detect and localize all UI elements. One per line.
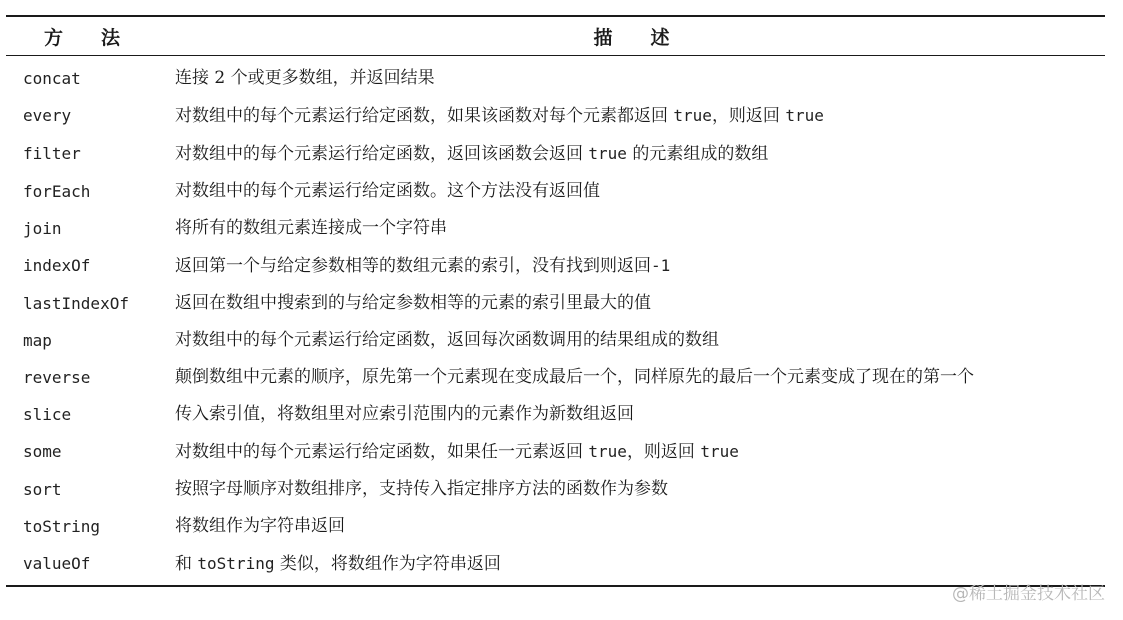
method-name-cell: sort — [23, 480, 62, 499]
method-name-cell: concat — [23, 69, 81, 88]
description-text: 和 — [175, 554, 198, 574]
description-text: 对数组中的每个元素运行给定函数。这个方法没有返回值 — [175, 181, 600, 201]
inline-code: true — [588, 442, 627, 461]
table-header — [6, 16, 1105, 56]
method-description-cell — [158, 508, 1105, 545]
method-description-cell — [158, 247, 1105, 285]
method-name-cell: lastIndexOf — [23, 294, 129, 313]
inline-code: true — [673, 106, 712, 125]
method-name-cell: indexOf — [23, 256, 91, 275]
method-description-cell — [158, 97, 1105, 135]
method-name-cell: map — [23, 331, 52, 350]
method-description-cell — [158, 210, 1105, 247]
table-body — [6, 56, 1105, 587]
method-description-cell — [158, 471, 1105, 508]
description-text: 对数组中的每个元素运行给定函数，返回每次函数调用的结果组成的数组 — [175, 330, 719, 350]
array-methods-table — [6, 15, 1105, 587]
description-text: 颠倒数组中元素的顺序，原先第一个元素现在变成最后一个，同样原先的最后一个元素变成了现在的第一个 — [175, 367, 974, 387]
method-name-cell: every — [23, 106, 72, 125]
method-name-cell: filter — [23, 144, 81, 163]
method-name-cell: slice — [23, 405, 72, 424]
header-row — [6, 16, 1105, 56]
method-description-cell — [158, 433, 1105, 471]
description-text: ，则返回 — [711, 106, 786, 126]
table-row — [6, 322, 1105, 359]
description-text: 传入索引值，将数组里对应索引范围内的元素作为新数组返回 — [175, 404, 634, 424]
method-description-cell — [158, 135, 1105, 173]
table-row — [6, 247, 1105, 285]
watermark-text: @稀土掘金技术社区 — [952, 584, 1105, 604]
table-row — [6, 285, 1105, 322]
inline-code: toString — [197, 554, 275, 573]
description-column-header — [158, 16, 1105, 56]
method-header-char-1: 方 — [43, 26, 63, 49]
description-header-char-2: 述 — [650, 26, 670, 49]
table-row — [6, 359, 1105, 396]
method-description-cell — [158, 396, 1105, 433]
array-methods-table-container — [6, 15, 1105, 587]
table-row — [6, 56, 1105, 98]
table-row — [6, 471, 1105, 508]
description-text: 返回第一个与给定参数相等的数组元素的索引，没有找到则返回 — [175, 256, 651, 276]
inline-code: true — [700, 442, 739, 461]
description-text: ，则返回 — [626, 442, 701, 462]
method-column-header — [6, 16, 158, 56]
method-description-cell — [158, 322, 1105, 359]
table-row — [6, 433, 1105, 471]
table-row — [6, 545, 1105, 586]
description-text: 连接 2 个或更多数组，并返回结果 — [175, 68, 435, 88]
method-description-cell — [158, 285, 1105, 322]
description-text: 对数组中的每个元素运行给定函数，返回该函数会返回 — [175, 144, 589, 164]
description-text: 将数组作为字符串返回 — [175, 516, 345, 536]
description-text: 按照字母顺序对数组排序，支持传入指定排序方法的函数作为参数 — [175, 479, 668, 499]
method-description-cell — [158, 173, 1105, 210]
description-text: 类似，将数组作为字符串返回 — [274, 554, 501, 574]
method-name-cell: valueOf — [6, 545, 158, 586]
table-row — [6, 135, 1105, 173]
description-text: 对数组中的每个元素运行给定函数，如果该函数对每个元素都返回 — [175, 106, 674, 126]
method-name-cell: some — [23, 442, 62, 461]
description-header-char-1: 描 — [593, 26, 613, 49]
table-row — [6, 396, 1105, 433]
description-text: 对数组中的每个元素运行给定函数，如果任一元素返回 — [175, 442, 589, 462]
method-header-char-2: 法 — [101, 26, 121, 49]
description-text: 返回在数组中搜索到的与给定参数相等的元素的索引里最大的值 — [175, 293, 651, 313]
table-row — [6, 97, 1105, 135]
description-text: 将所有的数组元素连接成一个字符串 — [175, 218, 447, 238]
description-text: 的元素组成的数组 — [626, 144, 769, 164]
inline-code: true — [785, 106, 824, 125]
method-name-cell: toString — [23, 517, 101, 536]
table-row — [6, 508, 1105, 545]
method-description-cell — [158, 56, 1105, 98]
method-name-cell: forEach — [23, 182, 91, 201]
inline-code: -1 — [651, 256, 671, 275]
table-row — [6, 173, 1105, 210]
table-row — [6, 210, 1105, 247]
inline-code: true — [588, 144, 627, 163]
method-description-cell — [158, 359, 1105, 396]
method-name-cell: reverse — [23, 368, 91, 387]
method-name-cell: join — [23, 219, 62, 238]
